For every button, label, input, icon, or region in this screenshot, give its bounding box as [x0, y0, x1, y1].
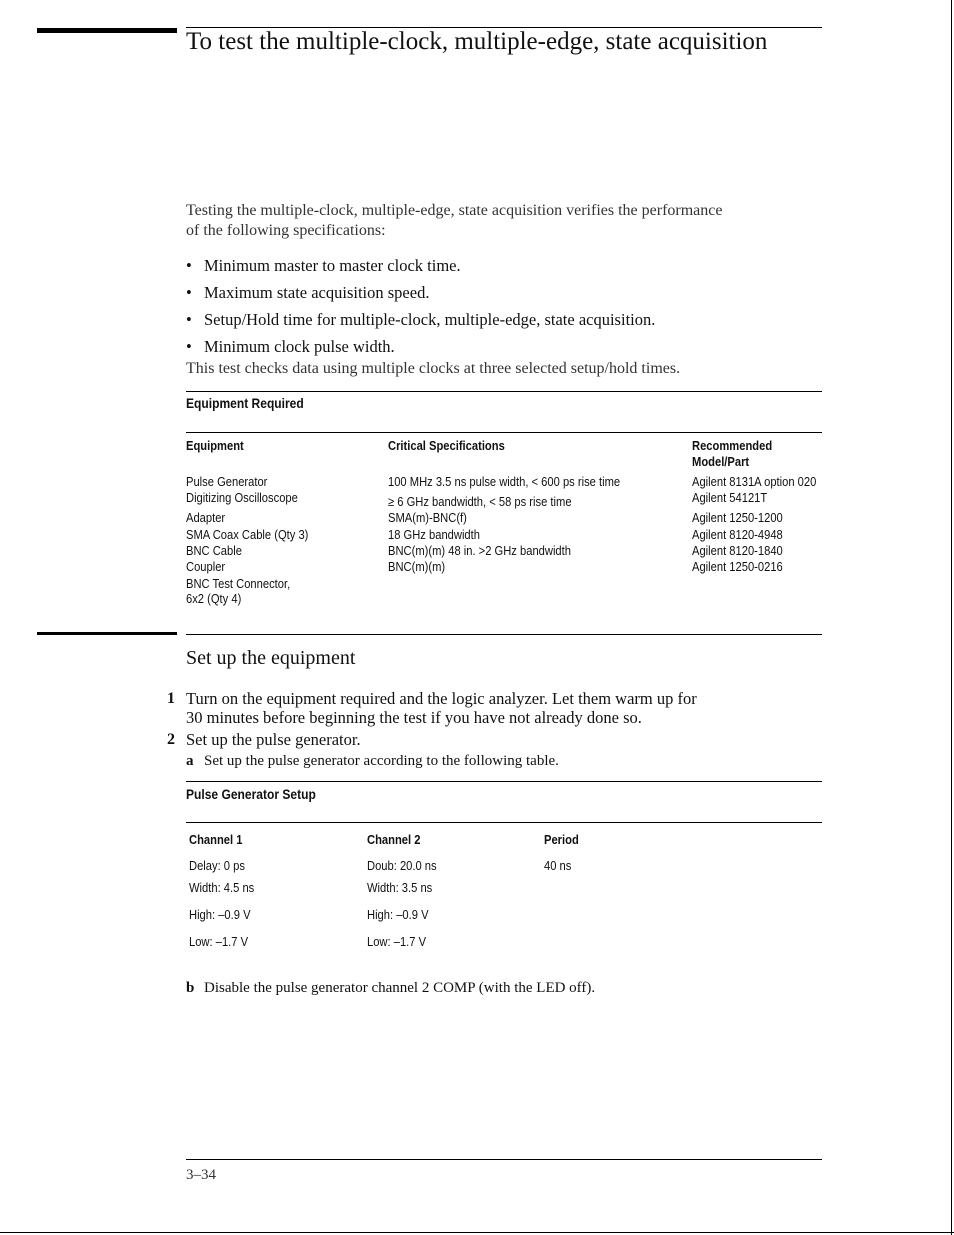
- spec-bullet-list: [186, 255, 655, 363]
- footer-rule: [186, 1159, 822, 1160]
- table-cell-period: 40 ns: [544, 858, 572, 873]
- intro-paragraph: [186, 201, 826, 241]
- specs-header: Critical Specifications: [388, 438, 505, 453]
- table-cell-equipment: Pulse Generator: [186, 474, 268, 489]
- model-header-line-2: Model/Part: [692, 454, 750, 469]
- list-item: [186, 336, 655, 363]
- table-cell-spec: SMA(m)-BNC(f): [388, 510, 467, 525]
- bullet-icon: •: [186, 310, 192, 329]
- test-note: This test checks data using multiple clocks at three selected setup/hold times.: [186, 360, 681, 377]
- equipment-header: Equipment: [186, 438, 244, 453]
- table-cell-spec: 100 MHz 3.5 ns pulse width, < 600 ps rise time: [388, 474, 621, 489]
- bullet-text: Minimum master to master clock time.: [204, 256, 461, 275]
- table-cell-ch1: Low: –1.7 V: [189, 934, 249, 949]
- intro-line-1: Testing the multiple-clock, multiple-edge, state acquisition verifies the performance: [186, 202, 723, 219]
- bullet-icon: •: [186, 283, 192, 302]
- table-cell-model: Agilent 8120-1840: [692, 543, 783, 558]
- bullet-text: Setup/Hold time for multiple-clock, multiple-edge, state acquisition.: [204, 310, 656, 329]
- substep-b-text: Disable the pulse generator channel 2 COMP (with the LED off).: [204, 980, 596, 996]
- table-cell-equipment: BNC Cable: [186, 543, 242, 558]
- step-1-line-2: 30 minutes before beginning the test if you have not already done so.: [186, 708, 642, 727]
- list-item: [186, 309, 655, 336]
- page-number: 3–34: [186, 1167, 216, 1183]
- substep-a-text: Set up the pulse generator according to the following table.: [204, 753, 559, 769]
- table-cell-equipment: Digitizing Oscilloscope: [186, 490, 298, 505]
- bullet-icon: •: [186, 256, 192, 275]
- bullet-icon: •: [186, 337, 192, 356]
- table-cell-equipment: 6x2 (Qty 4): [186, 591, 242, 606]
- table-cell-spec: BNC(m)(m): [388, 559, 446, 574]
- bullet-text: Minimum clock pulse width.: [204, 337, 395, 356]
- list-item: [186, 255, 655, 282]
- step-1-line-1: Turn on the equipment required and the logic analyzer. Let them warm up for: [186, 689, 697, 708]
- table-cell-model: Agilent 8120-4948: [692, 527, 783, 542]
- table-cell-spec: BNC(m)(m) 48 in. >2 GHz bandwidth: [388, 543, 571, 558]
- table-cell-equipment: Coupler: [186, 559, 226, 574]
- page-border-right: [951, 0, 952, 1235]
- equipment-table-header-rule: [186, 432, 822, 433]
- model-header-line-1: Recommended: [692, 438, 773, 453]
- heading-bar: [37, 28, 177, 33]
- table-cell-ch2: High: –0.9 V: [367, 907, 429, 922]
- channel-2-header: Channel 2: [367, 832, 421, 847]
- table-cell-model: Agilent 1250-1200: [692, 510, 783, 525]
- page-border-bottom: [0, 1232, 954, 1233]
- table-cell-spec: 18 GHz bandwidth: [388, 527, 480, 542]
- pulse-table-title: Pulse Generator Setup: [186, 786, 316, 802]
- table-cell-ch1: Width: 4.5 ns: [189, 880, 255, 895]
- substep-a-letter: a: [186, 753, 194, 769]
- bullet-text: Maximum state acquisition speed.: [204, 283, 430, 302]
- intro-line-2: of the following specifications:: [186, 222, 386, 239]
- section-title: Set up the equipment: [186, 647, 356, 669]
- table-cell-ch1: Delay: 0 ps: [189, 858, 245, 873]
- step-2-text: Set up the pulse generator.: [186, 730, 361, 749]
- table-cell-model: Agilent 54121T: [692, 490, 768, 505]
- table-cell-ch1: High: –0.9 V: [189, 907, 251, 922]
- table-cell-model: Agilent 1250-0216: [692, 559, 783, 574]
- table-cell-equipment: Adapter: [186, 510, 226, 525]
- table-cell-ch2: Width: 3.5 ns: [367, 880, 433, 895]
- page-title: To test the multiple-clock, multiple-edge, state acquisition: [186, 28, 768, 55]
- step-2-number: 2: [167, 731, 175, 748]
- table-cell-spec: ≥ 6 GHz bandwidth, < 58 ps rise time: [388, 494, 572, 509]
- substep-b-letter: b: [186, 980, 195, 996]
- equipment-table-top-rule: [186, 391, 822, 392]
- table-cell-ch2: Low: –1.7 V: [367, 934, 427, 949]
- pulse-table-header-rule: [186, 822, 822, 823]
- section-bar: [37, 632, 177, 635]
- step-1-number: 1: [167, 690, 175, 707]
- table-cell-model: Agilent 8131A option 020: [692, 474, 817, 489]
- table-cell-equipment: SMA Coax Cable (Qty 3): [186, 527, 309, 542]
- period-header: Period: [544, 832, 579, 847]
- list-item: [186, 282, 655, 309]
- channel-1-header: Channel 1: [189, 832, 243, 847]
- equipment-table-title: Equipment Required: [186, 395, 304, 411]
- section-rule: [186, 634, 822, 635]
- pulse-table-top-rule: [186, 781, 822, 782]
- table-cell-ch2: Doub: 20.0 ns: [367, 858, 437, 873]
- table-cell-equipment: BNC Test Connector,: [186, 576, 291, 591]
